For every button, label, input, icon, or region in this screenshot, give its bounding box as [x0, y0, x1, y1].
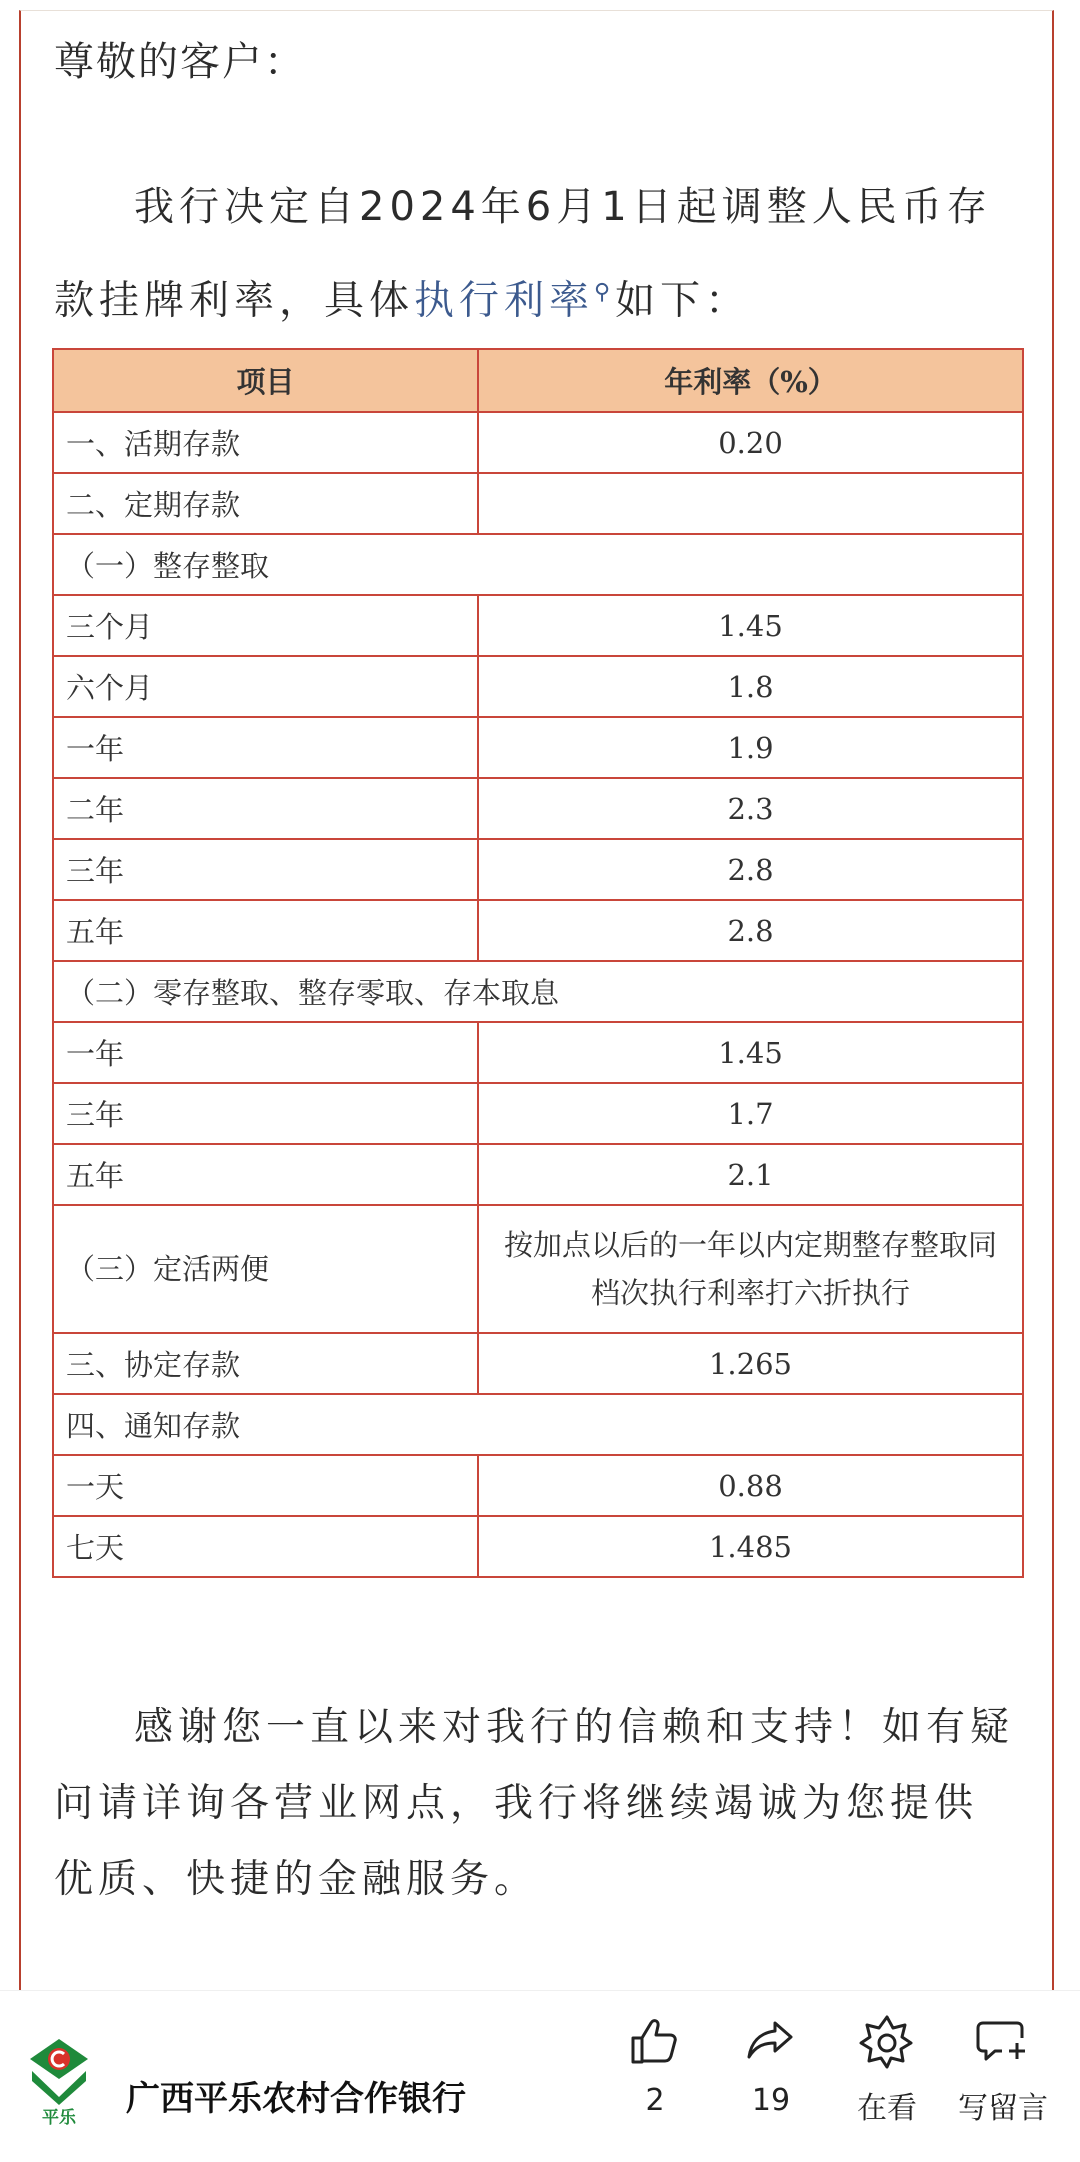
bank-logo[interactable] [26, 2037, 92, 2127]
rate-cell: 2.3 [478, 778, 1023, 839]
rate-cell: 0.88 [478, 1455, 1023, 1516]
table-row [53, 839, 1023, 900]
share-button[interactable] [716, 2013, 826, 2118]
rate-cell: 1.45 [478, 595, 1023, 656]
table-row [53, 1455, 1023, 1516]
item-cell: 三年 [53, 839, 478, 900]
wow-icon [859, 2013, 915, 2069]
table-row [53, 778, 1023, 839]
greeting: 尊敬的客户： [54, 39, 306, 85]
like-count: 2 [645, 2083, 665, 2118]
item-cell: 七天 [53, 1516, 478, 1577]
item-cell: 三年 [53, 1083, 478, 1144]
item-cell: 一年 [53, 717, 478, 778]
item-cell: 二、定期存款 [53, 473, 478, 534]
table-row [53, 1144, 1023, 1205]
wow-button[interactable] [832, 2013, 942, 2127]
item-cell: 二年 [53, 778, 478, 839]
header-item: 项目 [53, 349, 478, 412]
search-icon[interactable]: ⚲ [594, 280, 616, 305]
table-row [53, 1022, 1023, 1083]
bottom-bar [0, 1990, 1080, 2162]
rate-link[interactable]: 执行利率 [414, 277, 594, 324]
item-cell: 一天 [53, 1455, 478, 1516]
item-cell: 五年 [53, 900, 478, 961]
wow-label: 在看 [857, 2091, 917, 2126]
item-cell: （三）定活两便 [53, 1205, 478, 1333]
bank-name[interactable]: 广西平乐农村合作银行 [126, 2079, 466, 2119]
table-section-row [53, 961, 1023, 1022]
thanks-paragraph [54, 1690, 1014, 1918]
table-row [53, 656, 1023, 717]
rate-cell: 2.1 [478, 1144, 1023, 1205]
thumbs-up-icon [627, 2013, 683, 2069]
table-row [53, 1083, 1023, 1144]
intro-paragraph [54, 165, 1014, 343]
section-label: （二）零存整取、整存零取、存本取息 [53, 961, 1023, 1022]
thanks-text: 感谢您一直以来对我行的信赖和支持！如有疑问请详询各营业网点，我行将继续竭诚为您提供优质、快捷的金融服务。 [54, 1705, 1015, 1902]
rate-cell: 1.9 [478, 717, 1023, 778]
item-cell: 六个月 [53, 656, 478, 717]
rate-cell: 按加点以后的一年以内定期整存整取同档次执行利率打六折执行 [478, 1205, 1023, 1333]
like-button[interactable] [600, 2013, 710, 2118]
table-row [53, 1516, 1023, 1577]
rate-cell: 2.8 [478, 900, 1023, 961]
rate-cell: 1.7 [478, 1083, 1023, 1144]
table-section-row [53, 534, 1023, 595]
intro-text: 我行决定自2024年6月1日起调整人民币存款挂牌利率，具体 [54, 184, 992, 324]
rate-cell: 0.20 [478, 412, 1023, 473]
table-row [53, 1205, 1023, 1333]
section-label: 四、通知存款 [53, 1394, 1023, 1455]
item-cell: 五年 [53, 1144, 478, 1205]
rate-cell: 1.8 [478, 656, 1023, 717]
item-cell: 三、协定存款 [53, 1333, 478, 1394]
header-rate: 年利率（%） [478, 349, 1023, 412]
rate-cell: 1.265 [478, 1333, 1023, 1394]
rate-cell: 1.485 [478, 1516, 1023, 1577]
comment-icon [975, 2013, 1031, 2069]
rate-cell: 1.45 [478, 1022, 1023, 1083]
table-row [53, 595, 1023, 656]
rate-table [52, 348, 1024, 1578]
bank-logo-icon [26, 2037, 92, 2127]
rate-cell: 2.8 [478, 839, 1023, 900]
table-row [53, 473, 1023, 534]
share-icon [743, 2013, 799, 2069]
table-row [53, 717, 1023, 778]
comment-label: 写留言 [958, 2091, 1048, 2126]
item-cell: 一年 [53, 1022, 478, 1083]
item-cell: 一、活期存款 [53, 412, 478, 473]
rate-cell [478, 473, 1023, 534]
share-count: 19 [751, 2083, 791, 2118]
intro-text-end: 如下： [615, 277, 751, 324]
comment-button[interactable] [948, 2013, 1058, 2127]
table-section-row [53, 1394, 1023, 1455]
section-label: （一）整存整取 [53, 534, 1023, 595]
table-row [53, 900, 1023, 961]
table-row [53, 1333, 1023, 1394]
logo-text: 平乐 [42, 2108, 76, 2127]
table-row [53, 412, 1023, 473]
item-cell: 三个月 [53, 595, 478, 656]
